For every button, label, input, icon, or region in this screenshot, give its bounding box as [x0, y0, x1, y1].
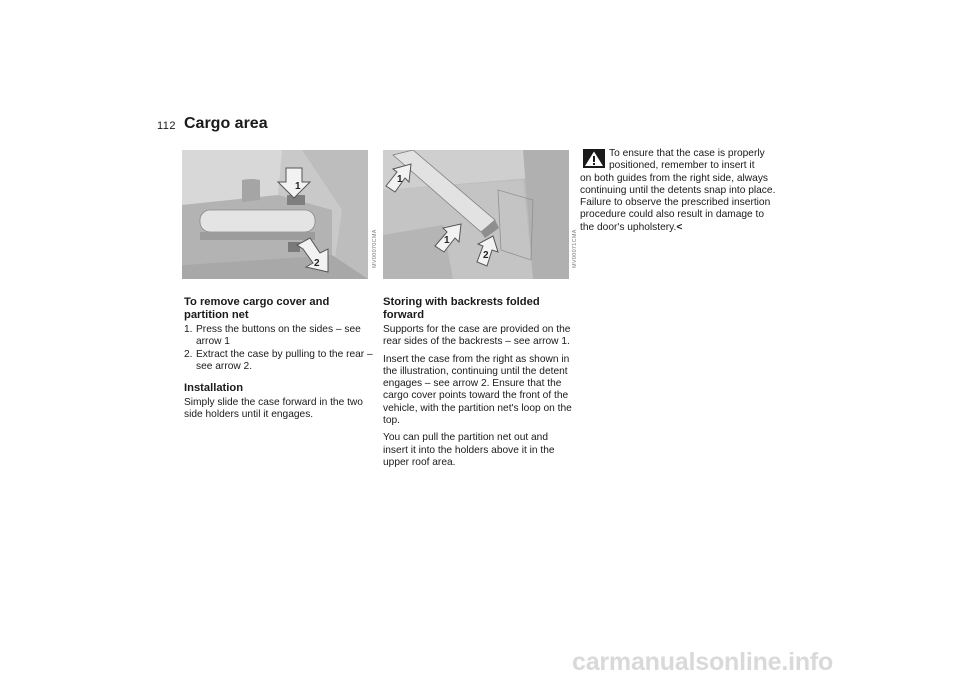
warning-line-1: To ensure that the case is properly — [609, 148, 765, 159]
arrow-label-1: 1 — [295, 181, 301, 192]
section-heading-remove: To remove cargo cover and partition net — [184, 296, 330, 321]
warning-note — [580, 148, 776, 234]
end-mark: < — [676, 221, 683, 233]
arrow-label-2: 2 — [314, 258, 320, 269]
list-item: 1. Press the buttons on the sides – see arrow 1 — [184, 324, 361, 348]
figure-code: MV00070CMA — [372, 229, 378, 268]
middle-column — [383, 296, 575, 474]
warning-text: on both guides from the right side, always continuing until the detents snap into place. Failure to observe the prescribed insertion procedure could also result in damage to the door's upholstery.< — [580, 172, 776, 233]
left-column — [184, 296, 376, 427]
list-item: 2. Extract the case by pulling to the rear – see arrow 2. — [184, 348, 373, 372]
arrow-label-1-lower: 1 — [444, 235, 450, 246]
paragraph: Insert the case from the right as shown in the illustration, continuing until the detent engages – see arrow 2. Ensure that the cargo cover points toward the front of the vehicle, with the partition net's loop on the top. — [383, 353, 572, 427]
page-number: 112 — [157, 120, 177, 132]
paragraph: You can pull the partition net out and insert it into the holders above it in the upper roof area. — [383, 432, 555, 468]
arrow-label-2: 2 — [483, 250, 489, 261]
warning-line-2: positioned, remember to insert it — [609, 160, 755, 172]
section-heading-storing: Storing with backrests folded forward — [383, 296, 540, 321]
removal-steps — [184, 324, 376, 373]
arrow-label-1-upper: 1 — [397, 174, 403, 185]
storing-case-illustration — [383, 150, 569, 279]
figure-code: MV00071CMA — [572, 229, 578, 268]
installation-text: Simply slide the case forward in the two side holders until it engages. — [184, 397, 363, 421]
section-heading-installation: Installation — [184, 382, 244, 395]
page-title: Cargo area — [184, 115, 268, 132]
watermark: carmanualsonline.info — [572, 648, 834, 676]
cargo-cover-removal-illustration — [182, 150, 368, 279]
paragraph: Supports for the case are provided on the rear sides of the backrests – see arrow 1. — [383, 324, 571, 348]
